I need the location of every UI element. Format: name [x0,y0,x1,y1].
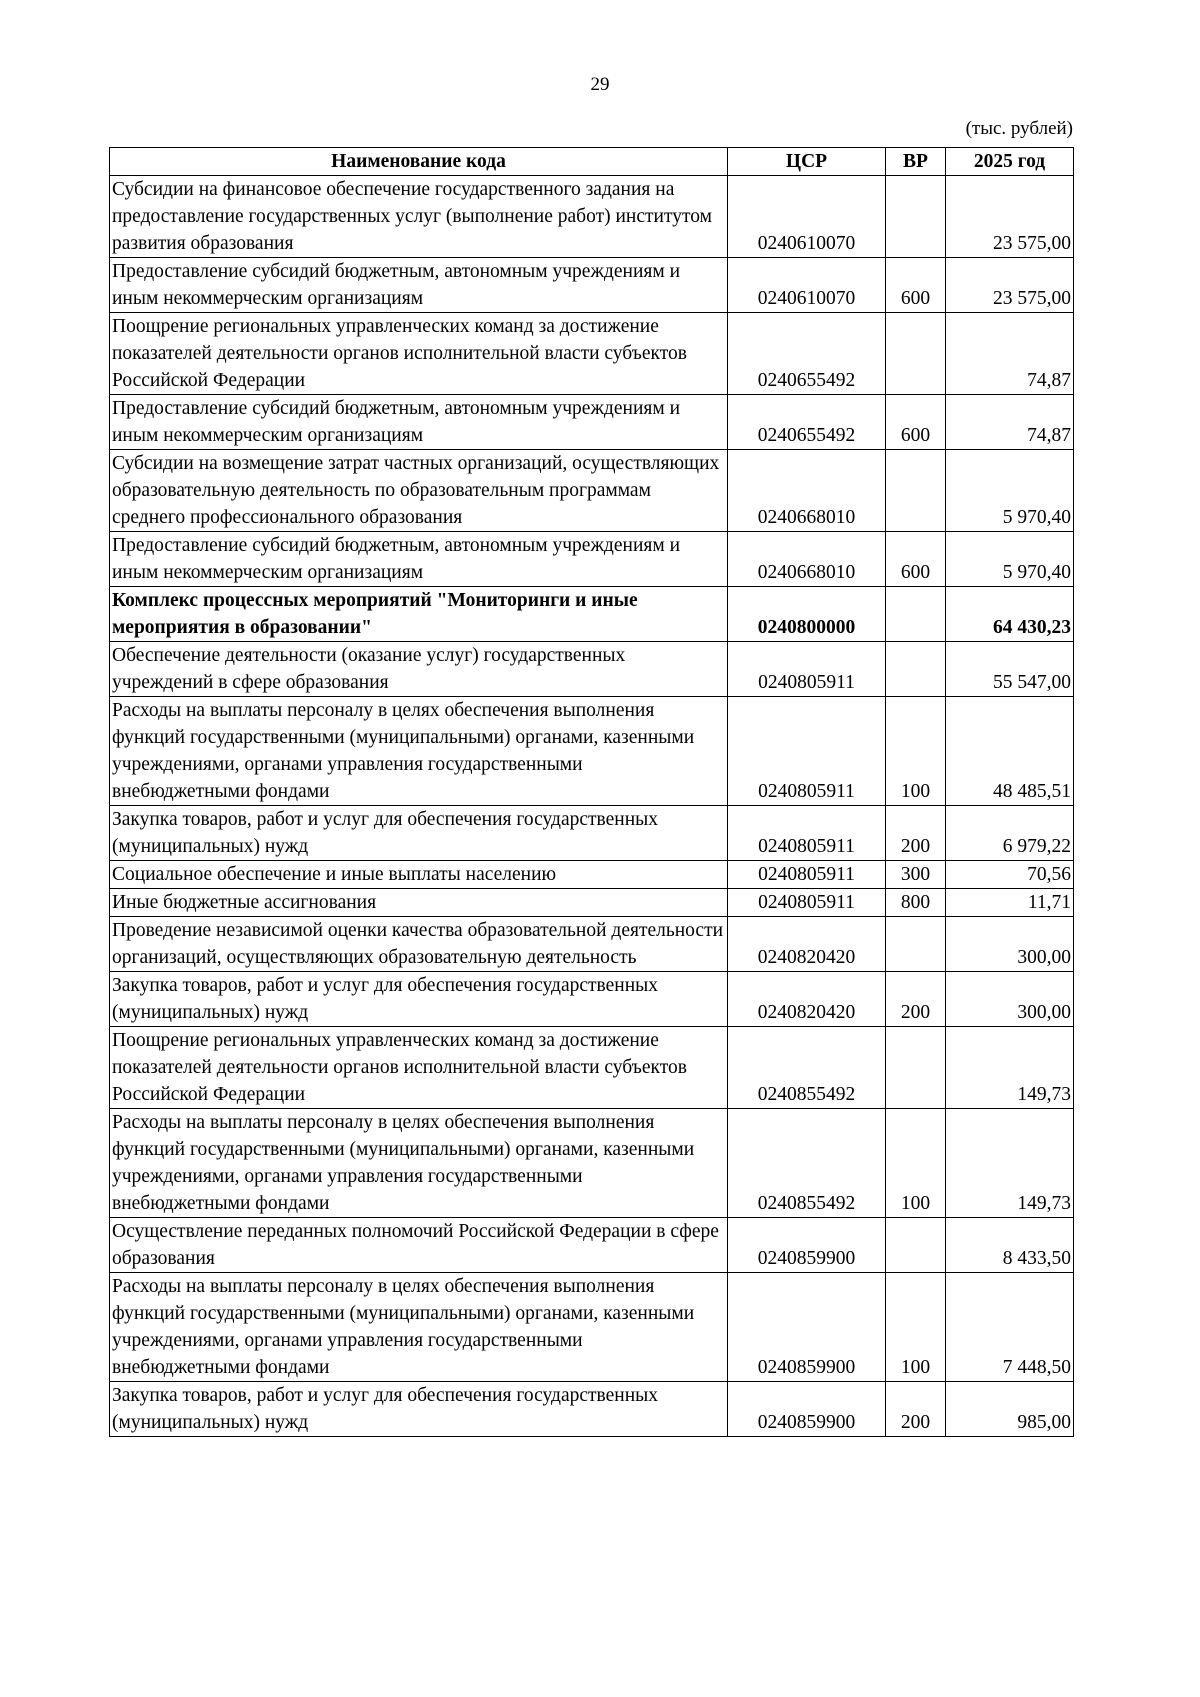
row-amount-cell: 23 575,00 [946,176,1074,258]
row-csr-cell: 0240805911 [728,697,886,806]
row-vr-cell [886,1218,946,1273]
header-vr: ВР [886,148,946,176]
header-amount: 2025 год [946,148,1074,176]
row-vr-cell: 100 [886,1273,946,1382]
row-vr-cell [886,917,946,972]
row-csr-cell: 0240859900 [728,1382,886,1437]
row-name-cell: Социальное обеспечение и иные выплаты населению [110,861,728,889]
row-amount-cell: 74,87 [946,395,1074,450]
row-name-cell: Комплекс процессных мероприятий "Мониторинги и иные мероприятия в образовании" [110,587,728,642]
table-row [110,1109,1074,1218]
row-amount-cell: 23 575,00 [946,258,1074,313]
row-name-cell: Субсидии на финансовое обеспечение государственного задания на предоставление государственных услуг (выполнение работ) институтом развития образования [110,176,728,258]
row-amount-cell: 985,00 [946,1382,1074,1437]
header-name: Наименование кода [110,148,728,176]
row-amount-cell: 64 430,23 [946,587,1074,642]
row-csr-cell: 0240859900 [728,1273,886,1382]
row-vr-cell: 200 [886,972,946,1027]
row-vr-cell: 800 [886,889,946,917]
row-amount-cell: 149,73 [946,1109,1074,1218]
table-row [110,176,1074,258]
row-csr-cell: 0240610070 [728,258,886,313]
table-row [110,1273,1074,1382]
table-row [110,313,1074,395]
row-name-cell: Предоставление субсидий бюджетным, автономным учреждениям и иным некоммерческим организациям [110,258,728,313]
table-row [110,1218,1074,1273]
row-name-cell: Поощрение региональных управленческих команд за достижение показателей деятельности органов исполнительной власти субъектов Российской Федерации [110,1027,728,1109]
table-row [110,1382,1074,1437]
row-name-cell: Иные бюджетные ассигнования [110,889,728,917]
table-row [110,917,1074,972]
table-row [110,395,1074,450]
row-name-cell: Осуществление переданных полномочий Российской Федерации в сфере образования [110,1218,728,1273]
table-row [110,450,1074,532]
table-row [110,642,1074,697]
row-name-cell: Расходы на выплаты персоналу в целях обеспечения выполнения функций государственными (муниципальными) органами, казенными учреждениями, органами управления государственными внебюджетными фондами [110,1273,728,1382]
row-vr-cell [886,450,946,532]
row-csr-cell: 0240655492 [728,313,886,395]
row-name-cell: Предоставление субсидий бюджетным, автономным учреждениям и иным некоммерческим организациям [110,395,728,450]
table-row [110,532,1074,587]
row-vr-cell: 300 [886,861,946,889]
row-csr-cell: 0240668010 [728,532,886,587]
row-csr-cell: 0240820420 [728,972,886,1027]
table-row [110,697,1074,806]
row-csr-cell: 0240805911 [728,861,886,889]
row-amount-cell: 149,73 [946,1027,1074,1109]
row-csr-cell: 0240668010 [728,450,886,532]
row-name-cell: Предоставление субсидий бюджетным, автономным учреждениям и иным некоммерческим организациям [110,532,728,587]
row-name-cell: Расходы на выплаты персоналу в целях обеспечения выполнения функций государственными (муниципальными) органами, казенными учреждениями, органами управления государственными внебюджетными фондами [110,1109,728,1218]
row-amount-cell: 300,00 [946,972,1074,1027]
page-number: 29 [590,74,610,95]
row-vr-cell [886,1027,946,1109]
row-csr-cell: 0240655492 [728,395,886,450]
table-row [110,806,1074,861]
budget-table [109,147,1074,1437]
row-csr-cell: 0240800000 [728,587,886,642]
row-vr-cell: 600 [886,532,946,587]
row-name-cell: Поощрение региональных управленческих команд за достижение показателей деятельности органов исполнительной власти субъектов Российской Федерации [110,313,728,395]
row-vr-cell: 200 [886,806,946,861]
row-csr-cell: 0240805911 [728,642,886,697]
row-csr-cell: 0240805911 [728,806,886,861]
row-amount-cell: 70,56 [946,861,1074,889]
row-amount-cell: 55 547,00 [946,642,1074,697]
row-csr-cell: 0240859900 [728,1218,886,1273]
row-csr-cell: 0240855492 [728,1027,886,1109]
table-body [110,176,1074,1437]
table-row [110,889,1074,917]
table-header-row [110,148,1074,176]
row-vr-cell: 100 [886,697,946,806]
row-name-cell: Субсидии на возмещение затрат частных организаций, осуществляющих образовательную деятельность по образовательным программам среднего профессионального образования [110,450,728,532]
units-label: (тыс. рублей) [965,118,1073,139]
table-row [110,1027,1074,1109]
row-name-cell: Закупка товаров, работ и услуг для обеспечения государственных (муниципальных) нужд [110,806,728,861]
row-vr-cell [886,313,946,395]
row-amount-cell: 300,00 [946,917,1074,972]
row-vr-cell: 200 [886,1382,946,1437]
table-row [110,587,1074,642]
row-name-cell: Проведение независимой оценки качества образовательной деятельности организаций, осуществляющих образовательную деятельность [110,917,728,972]
row-csr-cell: 0240805911 [728,889,886,917]
row-vr-cell: 600 [886,258,946,313]
row-csr-cell: 0240855492 [728,1109,886,1218]
row-amount-cell: 11,71 [946,889,1074,917]
row-amount-cell: 5 970,40 [946,450,1074,532]
row-amount-cell: 48 485,51 [946,697,1074,806]
table-row [110,861,1074,889]
row-name-cell: Закупка товаров, работ и услуг для обеспечения государственных (муниципальных) нужд [110,972,728,1027]
row-name-cell: Закупка товаров, работ и услуг для обеспечения государственных (муниципальных) нужд [110,1382,728,1437]
row-vr-cell [886,587,946,642]
row-amount-cell: 8 433,50 [946,1218,1074,1273]
row-name-cell: Расходы на выплаты персоналу в целях обеспечения выполнения функций государственными (муниципальными) органами, казенными учреждениями, органами управления государственными внебюджетными фондами [110,697,728,806]
table-row [110,972,1074,1027]
row-vr-cell: 100 [886,1109,946,1218]
row-csr-cell: 0240610070 [728,176,886,258]
header-csr: ЦСР [728,148,886,176]
row-amount-cell: 5 970,40 [946,532,1074,587]
row-csr-cell: 0240820420 [728,917,886,972]
row-vr-cell [886,642,946,697]
row-amount-cell: 6 979,22 [946,806,1074,861]
row-vr-cell: 600 [886,395,946,450]
row-amount-cell: 74,87 [946,313,1074,395]
row-name-cell: Обеспечение деятельности (оказание услуг) государственных учреждений в сфере образования [110,642,728,697]
row-vr-cell [886,176,946,258]
table-row [110,258,1074,313]
row-amount-cell: 7 448,50 [946,1273,1074,1382]
